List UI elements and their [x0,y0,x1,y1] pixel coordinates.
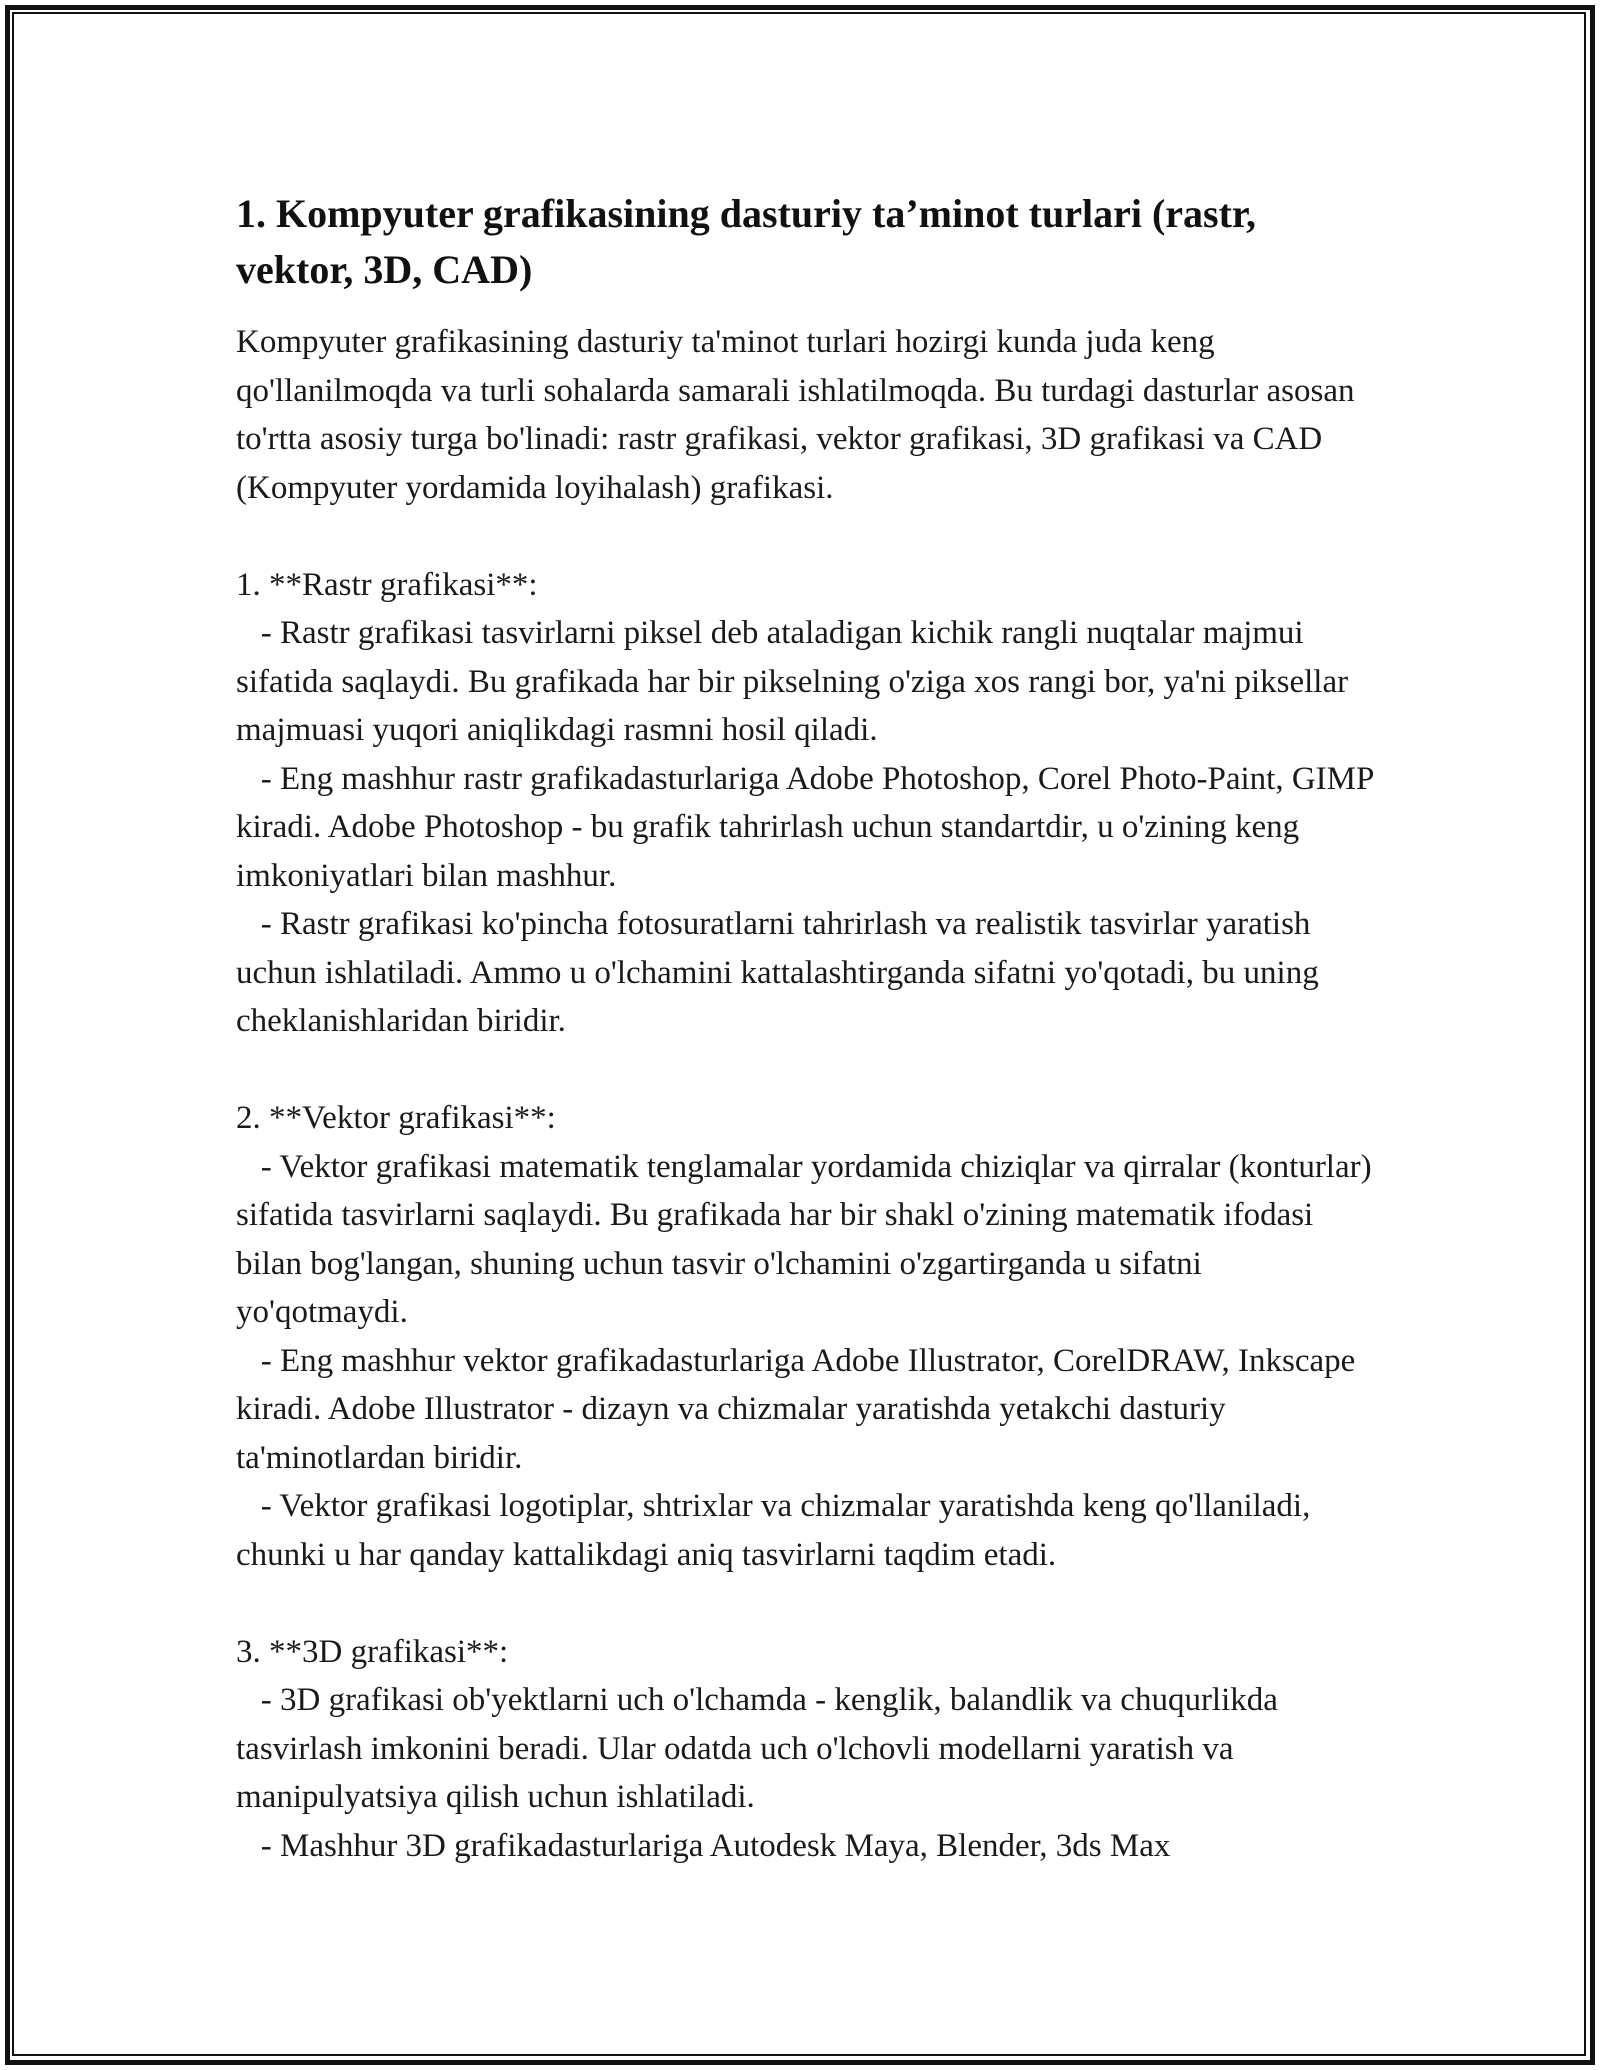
page-title: 1. Kompyuter grafikasining dasturiy ta’minot turlari (rastr, vektor, 3D, CAD) [236,191,1256,292]
document-body: Kompyuter grafikasining dasturiy ta'minot turlari hozirgi kunda juda keng qo'llanilmoqda va turli sohalarda samarali ishlatilmoqda. Bu turdagi dasturlar asosan to'rtta asosiy turga bo'linadi: rastr grafikasi, vektor grafikasi, 3D grafikasi va CAD (Kompyuter yordamida loyihalash) grafikasi. 1. **Rastr grafikasi**: - Rastr grafikasi tasvirlarni piksel deb ataladigan kichik rangli nuqtalar majmui sifatida saqlaydi. Bu grafikada har bir pikselning o'ziga xos rangi bor, ya'ni piksellar majmuasi yuqori aniqlikdagi rasmni hosil qiladi. - Eng mashhur rastr grafikadasturlariga Adobe Photoshop, Corel Photo-Paint, GIMP kiradi. Adobe Photoshop - bu grafik tahrirlash uchun standartdir, u o'zining keng imkoniyatlari bilan mashhur. - Rastr grafikasi ko'pincha fotosuratlarni tahrirlash va realistik tasvirlar yaratish uchun ishlatiladi. Ammo u o'lchamini kattalashtirganda sifatni yo'qotadi, bu uning cheklanishlaridan biridir. 2. **Vektor grafikasi**: - Vektor grafikasi matematik tenglamalar yordamida chiziqlar va qirralar (konturlar) sifatida tasvirlarni saqlaydi. Bu grafikada har bir shakl o'zining matematik ifodasi bilan bog'langan, shuning uchun tasvir o'lchamini o'zgartirganda u sifatni yo'qotmaydi. - Eng mashhur vektor grafikadasturlariga Adobe Illustrator, CorelDRAW, Inkscape kiradi. Adobe Illustrator - dizayn va chizmalar yaratishda yetakchi dasturiy ta'minotlardan biridir. - Vektor grafikasi logotiplar, shtrixlar va chizmalar yaratishda keng qo'llaniladi, chunki u har qanday kattalikdagi aniq tasvirlarni taqdim etadi. 3. **3D grafikasi**: - 3D grafikasi ob'yektlarni uch o'lchamda - kenglik, balandlik va chuqurlikda tasvirlash imkonini beradi. Ular odatda uch o'lchovli modellarni yaratish va manipulyatsiya qilish uchun ishlatiladi. - Mashhur 3D grafikadasturlariga Autodesk Maya, Blender, 3ds Max [236,324,1374,1864]
document-content [236,186,1376,1870]
